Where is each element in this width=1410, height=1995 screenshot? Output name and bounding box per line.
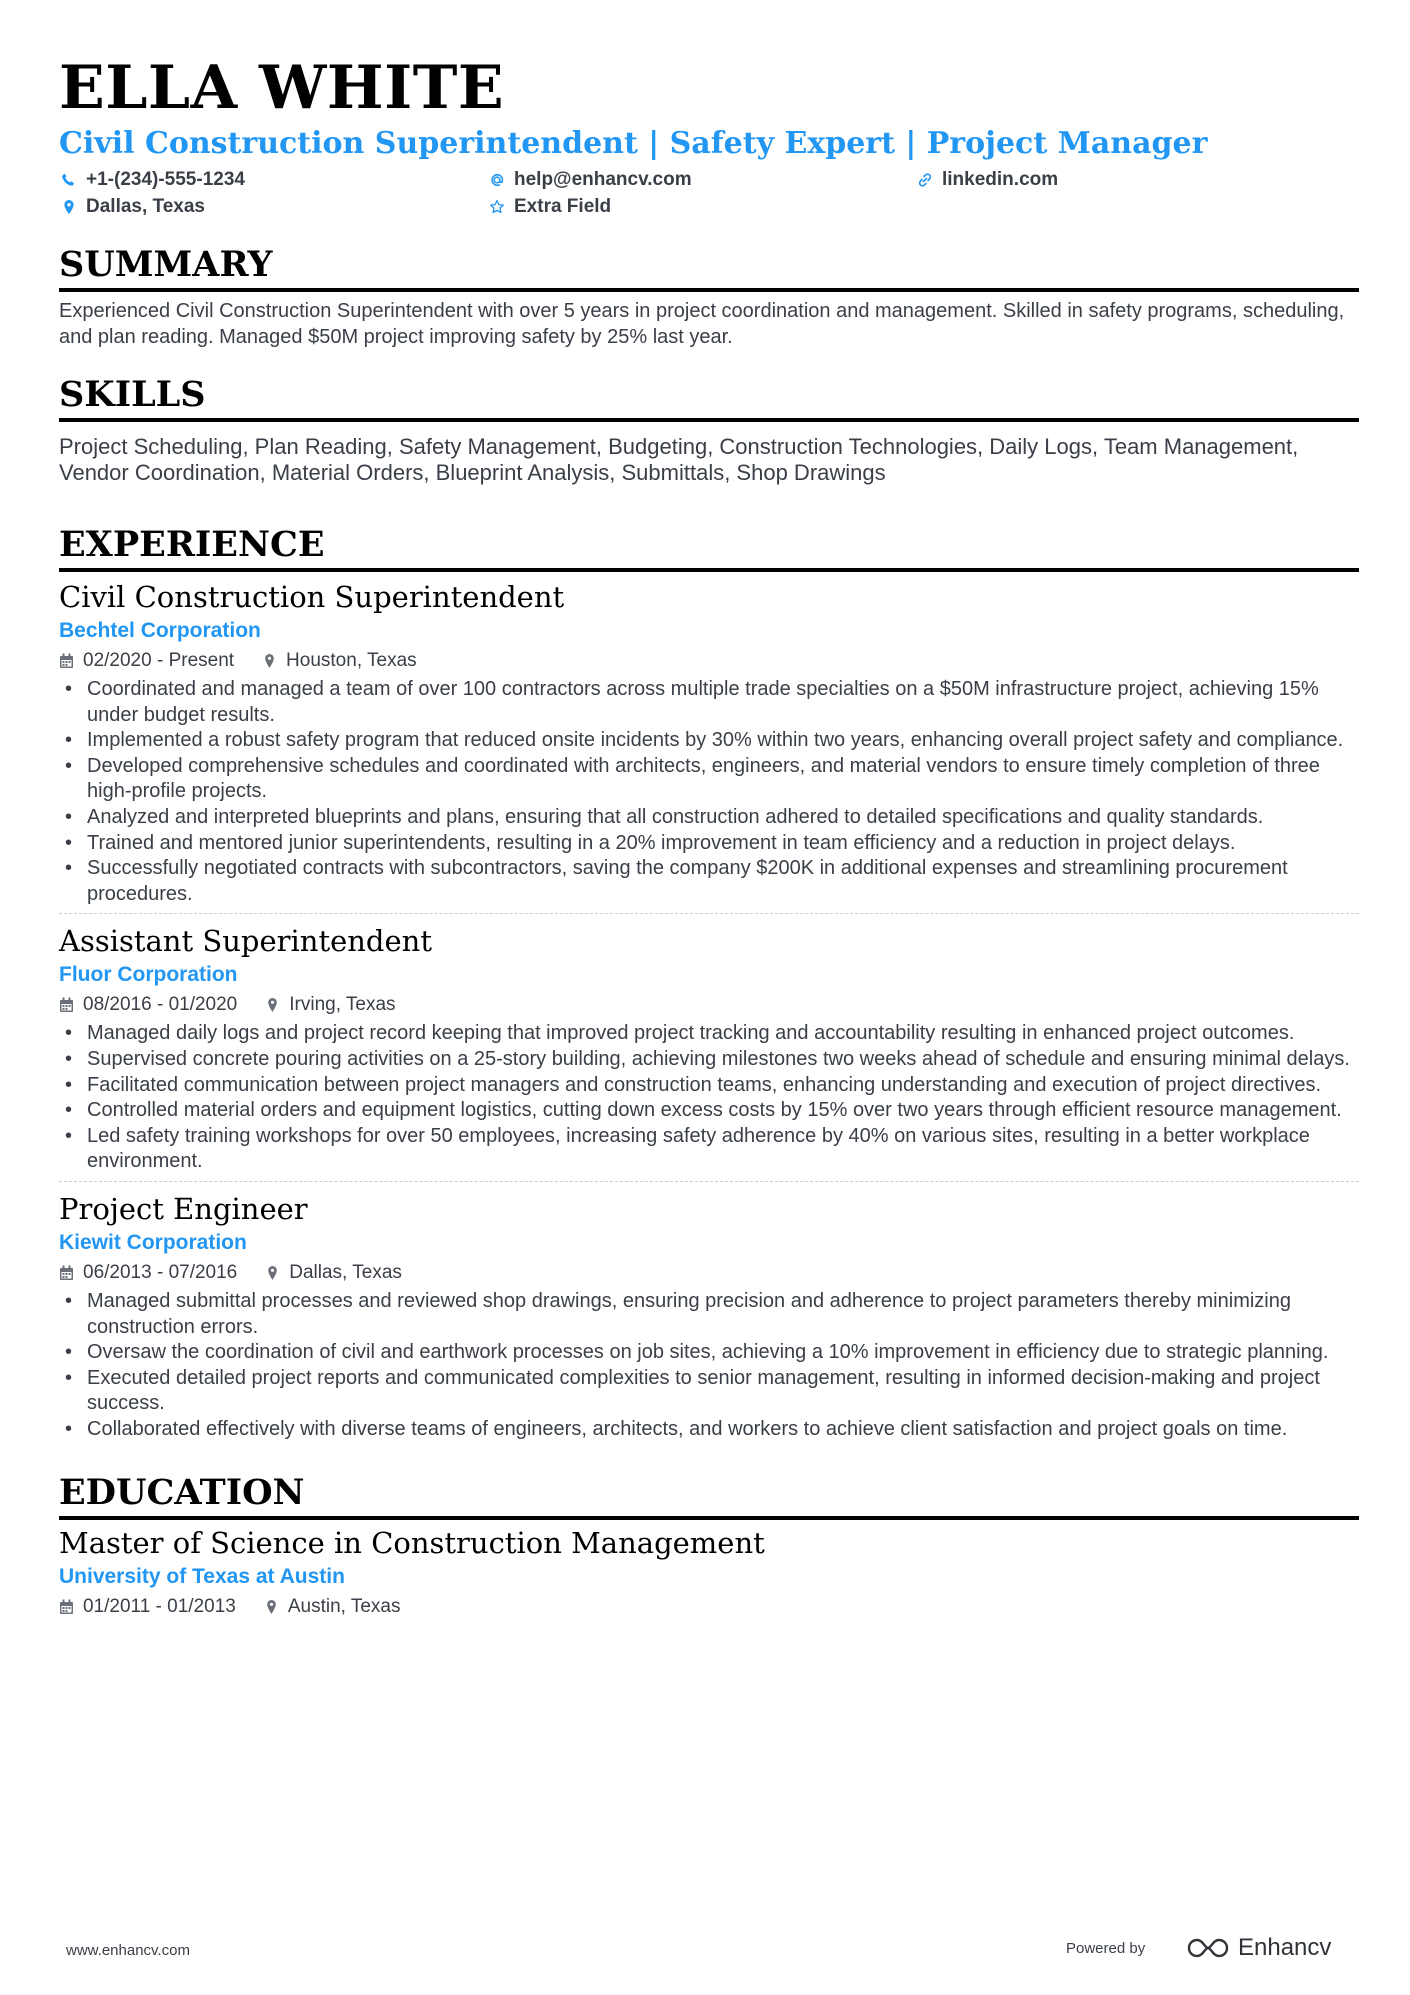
list-item: • Developed comprehensive schedules and coordinated with architects, engineers, and material vendors to ensure timely completion of three high-profile projects. — [59, 754, 1359, 805]
location-pin-icon — [262, 653, 277, 669]
job-meta — [59, 646, 1359, 676]
education-dates — [59, 1592, 236, 1622]
job-title: Assistant Superintendent — [59, 924, 432, 959]
experience-entry — [59, 1190, 1359, 1443]
experience-section — [59, 522, 1359, 1442]
location-text: Dallas, Texas — [86, 196, 206, 217]
extra-field-text: Extra Field — [514, 196, 612, 217]
job-location — [262, 646, 417, 676]
date-range: 08/2016 - 01/2020 — [83, 994, 238, 1016]
footer-website-link[interactable]: www.enhancv.com — [66, 1942, 190, 1959]
linkedin-text: linkedin.com — [942, 169, 1059, 190]
summary-text: Experienced Civil Construction Superintendent with over 5 years in project coordination and management. Skilled in safety programs, scheduling, and plan reading. Managed $50M project improving safety by 25% last year. — [59, 300, 1345, 348]
job-dates — [59, 1258, 237, 1288]
date-range: 02/2020 - Present — [83, 650, 235, 671]
list-item: • Facilitated communication between project managers and construction teams, enhancing understanding and execution of project directives. — [59, 1073, 1359, 1099]
list-item: • Successfully negotiated contracts with subcontractors, saving the company $200K in additional expenses and streamlining procurement procedures. — [59, 856, 1359, 907]
email-text: help@enhancv.com — [514, 169, 692, 190]
calendar-icon — [59, 1599, 74, 1615]
enhancv-logo-icon — [1186, 1935, 1230, 1961]
education-meta — [59, 1592, 1359, 1622]
enhancv-logo[interactable] — [1186, 1934, 1331, 1962]
job-dates — [59, 990, 237, 1020]
location-text: Dallas, Texas — [289, 1261, 402, 1283]
location-text: Houston, Texas — [286, 650, 417, 671]
skills-section — [59, 372, 1359, 486]
list-item: • Led safety training workshops for over 50 employees, increasing safety adherence by 40% on various sites, resulting in a better workplace environment. — [59, 1124, 1359, 1175]
job-location — [265, 1258, 402, 1288]
skills-heading: SKILLS — [59, 372, 1359, 422]
entry-divider — [59, 1181, 1359, 1182]
link-icon — [915, 170, 935, 190]
job-bullets — [59, 1021, 1359, 1175]
list-item: • Implemented a robust safety program that reduced onsite incidents by 30% within two years, enhancing overall project safety and compliance. — [59, 728, 1359, 754]
education-location — [264, 1592, 401, 1622]
list-item: • Controlled material orders and equipment logistics, cutting down excess costs by 15% over two years through efficient resource management. — [59, 1098, 1359, 1124]
list-item: • Oversaw the coordination of civil and earthwork processes on job sites, achieving a 10% improvement in efficiency due to strategic planning. — [59, 1340, 1359, 1366]
job-meta — [59, 1258, 1359, 1288]
location-pin-icon — [265, 1265, 280, 1281]
school-name[interactable]: University of Texas at Austin — [59, 1565, 345, 1589]
list-item: • Coordinated and managed a team of over 100 contractors across multiple trade specialties on a $50M infrastructure project, achieving 15% under budget results. — [59, 677, 1359, 728]
education-heading: EDUCATION — [59, 1470, 1359, 1520]
skills-text: Project Scheduling, Plan Reading, Safety Management, Budgeting, Construction Technologies, Daily Logs, Team Management, Vendor Coordination, Material Orders, Blueprint Analysis, Submittals, Shop Drawings — [59, 434, 1299, 485]
company-name[interactable]: Bechtel Corporation — [59, 619, 261, 642]
star-icon — [487, 197, 507, 217]
location-text: Austin, Texas — [287, 1596, 401, 1618]
candidate-name: ELLA WHITE — [59, 53, 505, 123]
job-location — [265, 990, 395, 1020]
experience-entry — [59, 922, 1359, 1175]
experience-entry — [59, 578, 1359, 907]
job-bullets — [59, 1289, 1359, 1443]
list-item: • Managed submittal processes and reviewed shop drawings, ensuring precision and adherence to project parameters thereby minimizing construction errors. — [59, 1289, 1359, 1340]
summary-section — [59, 242, 1359, 350]
degree-title: Master of Science in Construction Management — [59, 1526, 765, 1561]
location-pin-icon — [59, 197, 79, 217]
summary-heading: SUMMARY — [59, 242, 1359, 292]
list-item: • Trained and mentored junior superintendents, resulting in a 20% improvement in team efficiency and a reduction in project delays. — [59, 831, 1359, 857]
company-name[interactable]: Kiewit Corporation — [59, 1230, 247, 1254]
contact-linkedin[interactable] — [915, 166, 1058, 194]
job-bullets — [59, 677, 1359, 907]
list-item: • Collaborated effectively with diverse teams of engineers, architects, and workers to achieve client satisfaction and project goals on time. — [59, 1417, 1359, 1443]
location-pin-icon — [264, 1599, 279, 1615]
date-range: 06/2013 - 07/2016 — [83, 1261, 238, 1283]
job-meta — [59, 990, 1359, 1020]
education-section — [59, 1470, 1359, 1622]
company-name[interactable]: Fluor Corporation — [59, 963, 238, 987]
phone-text: +1-(234)-555-1234 — [86, 169, 245, 190]
contact-email[interactable] — [487, 166, 692, 194]
date-range: 01/2011 - 01/2013 — [83, 1596, 236, 1618]
list-item: • Analyzed and interpreted blueprints and plans, ensuring that all construction adhered to detailed specifications and quality standards. — [59, 805, 1359, 831]
job-dates — [59, 646, 234, 676]
education-entry — [59, 1524, 1359, 1622]
job-title: Civil Construction Superintendent — [59, 580, 565, 614]
powered-by-label: Powered by — [1066, 1940, 1146, 1957]
contact-location — [59, 193, 205, 221]
entry-divider — [59, 913, 1359, 914]
location-pin-icon — [265, 997, 280, 1013]
at-icon — [487, 170, 507, 190]
contact-phone[interactable] — [59, 166, 245, 194]
phone-icon — [59, 170, 79, 190]
candidate-headline: Civil Construction Superintendent | Safety Expert | Project Manager — [59, 126, 1208, 161]
location-text: Irving, Texas — [289, 994, 396, 1016]
page-footer — [66, 1934, 1346, 1968]
resume-page — [59, 48, 1359, 1622]
contact-info — [59, 166, 1359, 222]
list-item: • Executed detailed project reports and communicated complexities to senior management, resulting in informed decision-making and project success. — [59, 1366, 1359, 1417]
list-item: • Supervised concrete pouring activities on a 25-story building, achieving milestones two weeks ahead of schedule and ensuring minimal delays. — [59, 1047, 1359, 1073]
calendar-icon — [59, 653, 74, 669]
contact-extra — [487, 193, 611, 221]
list-item: • Managed daily logs and project record keeping that improved project tracking and accountability resulting in enhanced project outcomes. — [59, 1021, 1359, 1047]
calendar-icon — [59, 1265, 74, 1281]
job-title: Project Engineer — [59, 1191, 308, 1226]
experience-heading: EXPERIENCE — [59, 522, 1359, 572]
calendar-icon — [59, 997, 74, 1013]
brand-name: Enhancv — [1238, 1934, 1332, 1961]
